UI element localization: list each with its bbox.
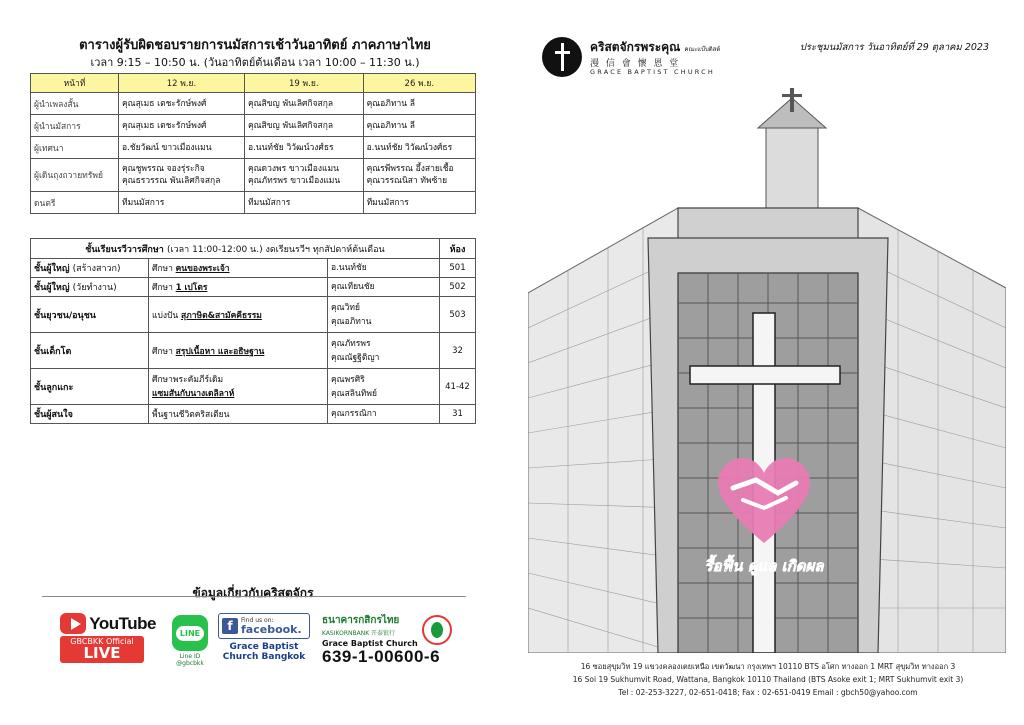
assignee-cell: คุณสุเมธ เตชะรักษ์พงศ์ <box>119 93 245 115</box>
classes-table <box>30 238 476 424</box>
duty-row <box>31 192 476 214</box>
class-room: 41-42 <box>440 369 476 405</box>
assignee-cell: คุณดวงพร ขาวเมืองแมน คุณภัทรพร ขาวเมืองแมน <box>244 159 363 192</box>
assignee-cell: ทีมนมัสการ <box>244 192 363 214</box>
assignee-cell: อ.นนท์ชัย วิวัฒน์วงศ์ธร <box>363 137 475 159</box>
assignee-cell: คุณอภิทาน ลี <box>363 93 475 115</box>
class-topic: แบ่งปัน สุภาษิต&สามัคคีธรรม <box>149 297 328 333</box>
church-info-title: ข้อมูลเกี่ยวกับคริสตจักร <box>192 586 314 600</box>
bank-name: ธนาคารกสิกรไทย <box>322 615 400 626</box>
bank-account-number: 639-1-00600-6 <box>322 647 441 666</box>
address-th: 16 ซอยสุขุมวิท 19 แขวงคลองเตยเหนือ เขตวัฒนา กรุงเทพฯ 10110 BTS อโศก ทางออก 1 MRT สุขุมวิท ทางออก 3 <box>580 662 956 671</box>
class-teacher: อ.นนท์ชัย <box>328 259 440 278</box>
class-row <box>31 405 476 424</box>
class-teacher: คุณเทียนชัย <box>328 278 440 297</box>
class-topic: ศึกษา สรุปเนื้อหา และอธิษฐาน <box>149 333 328 369</box>
facebook-page-name: Grace Baptist <box>229 642 299 652</box>
slogan-text: รื้อฟื้น ดูแล เกิดผล <box>704 557 824 575</box>
assignee-cell: คุณรพีพรรณ อึ้งสายเชื้อ คุณวรรณนิสา ทัพซ้าย <box>363 159 475 192</box>
contact-line: Tel : 02-253-3227, 02-651-0418; Fax : 02-651-0419 Email : gbch50@yahoo.com <box>618 688 918 697</box>
facebook-icon: f <box>222 618 238 634</box>
church-name-cn: 漫 信 會 懷 恩 堂 <box>590 59 681 69</box>
duty-header-cell: หน้าที่ <box>31 74 119 93</box>
assignee-cell: อ.นนท์ชัย วิวัฒน์วงศ์ธร <box>244 137 363 159</box>
class-name: ชั้นผู้สนใจ <box>31 405 149 424</box>
youtube-live-label: LIVE <box>83 644 121 662</box>
church-building-illustration <box>528 88 1006 653</box>
class-teacher: คุณพรศิริ คุณสลินทิพย์ <box>328 369 440 405</box>
class-room: 503 <box>440 297 476 333</box>
assignee-cell: คุณสุเมธ เตชะรักษ์พงศ์ <box>119 115 245 137</box>
church-name-en: GRACE BAPTIST CHURCH <box>590 68 716 76</box>
duty-row <box>31 159 476 192</box>
assignee-cell: คุณสิขญ พันเลิศกิจสกุล <box>244 93 363 115</box>
youtube-live-box <box>60 636 144 663</box>
meeting-date: ประชุมนมัสการ วันอาทิตย์ที่ 29 ตุลาคม 2023 <box>799 42 989 53</box>
role-cell: ผู้นำเพลงสั้น <box>31 93 119 115</box>
cross-icon <box>561 43 564 71</box>
duty-row <box>31 93 476 115</box>
class-row <box>31 369 476 405</box>
assignee-cell: ทีมนมัสการ <box>119 192 245 214</box>
role-cell: ดนตรี <box>31 192 119 214</box>
church-name-th: คริสตจักรพระคุณ คณะแบ๊บติสต์ <box>590 40 721 54</box>
facebook-badge[interactable] <box>218 613 310 662</box>
bank-name-en: KASIKORNBANK 开泰银行 <box>322 630 396 637</box>
youtube-wordmark: YouTube <box>89 613 156 633</box>
facebook-find-label: Find us on: <box>241 617 274 624</box>
class-row <box>31 259 476 278</box>
bank-info <box>322 613 462 666</box>
youtube-play-icon <box>60 613 86 634</box>
facebook-page-name: Church Bangkok <box>222 652 306 662</box>
class-name: ชั้นลูกแกะ <box>31 369 149 405</box>
class-name: ชั้นยุวชน/อนุชน <box>31 297 149 333</box>
class-room: 501 <box>440 259 476 278</box>
schedule-title: ตารางผู้รับผิดชอบรายการนมัสการเช้าวันอาทิตย์ ภาคภาษาไทย <box>79 38 431 53</box>
classes-header-row <box>31 239 476 259</box>
line-id: @gbcbkk <box>176 660 204 667</box>
duty-header-row <box>31 74 476 93</box>
schedule-subtitle: เวลา 9:15 – 10:50 น. (วันอาทิตย์ต้นเดือน เวลา 10:00 – 11:30 น.) <box>90 56 420 69</box>
class-teacher: คุณภัทรพร คุณณัฐฐิติญา <box>328 333 440 369</box>
date-header-cell: 26 พ.ย. <box>363 74 475 93</box>
class-topic: ศึกษา คนของพระเจ้า <box>149 259 328 278</box>
date-header-cell: 19 พ.ย. <box>244 74 363 93</box>
date-header-cell: 12 พ.ย. <box>119 74 245 93</box>
class-topic: ศึกษา 1 เปโตร <box>149 278 328 297</box>
address-footer <box>532 660 1004 699</box>
duty-row <box>31 137 476 159</box>
class-room: 502 <box>440 278 476 297</box>
role-cell: ผู้นำนมัสการ <box>31 115 119 137</box>
address-en: 16 Soi 19 Sukhumvit Road, Wattana, Bangkok 10110 Thailand (BTS Asoke exit 1; MRT Sukhumvit exit 3) <box>572 675 964 684</box>
assignee-cell: อ.ชัยวัฒน์ ขาวเมืองแมน <box>119 137 245 159</box>
facebook-wordmark: facebook. <box>241 623 302 636</box>
class-name: ชั้นผู้ใหญ่ (วัยทำงาน) <box>31 278 149 297</box>
cover-page <box>512 0 1024 725</box>
assignee-cell: คุณอภิทาน ลี <box>363 115 475 137</box>
classes-header: ชั้นเรียนรวีวารศึกษา (เวลา 11:00-12:00 น.) งดเรียนรวีฯ ทุกสัปดาห์ต้นเดือน <box>31 239 440 259</box>
role-cell: ผู้เทศนา <box>31 137 119 159</box>
line-icon: LINE <box>172 615 208 651</box>
assignee-cell: ทีมนมัสการ <box>363 192 475 214</box>
church-info-box <box>42 596 466 688</box>
kasikorn-logo-icon <box>422 615 452 645</box>
assignee-cell: คุณชูพรรณ จองรุ่ระกิจ คุณธรวรรณ พันเลิศกิจสกุล <box>119 159 245 192</box>
class-topic: พื้นฐานชีวิตคริสเตียน <box>149 405 328 424</box>
youtube-badge[interactable] <box>60 613 156 671</box>
bank-account-name: Grace Baptist Church <box>322 639 418 648</box>
role-cell: ผู้เดินถุงถวายทรัพย์ <box>31 159 119 192</box>
duty-table <box>30 73 476 214</box>
class-name: ชั้นผู้ใหญ่ (สร้างสาวก) <box>31 259 149 278</box>
class-row <box>31 278 476 297</box>
duty-row <box>31 115 476 137</box>
class-row <box>31 333 476 369</box>
assignee-cell: คุณสิขญ พันเลิศกิจสกุล <box>244 115 363 137</box>
room-header: ห้อง <box>440 239 476 259</box>
line-badge[interactable] <box>170 615 210 667</box>
line-id-label: Line ID <box>179 653 201 660</box>
youtube-channel: GBCBKK Official <box>70 637 134 646</box>
class-teacher: คุณกรรณิกา <box>328 405 440 424</box>
class-room: 31 <box>440 405 476 424</box>
class-row <box>31 297 476 333</box>
class-teacher: คุณวิทย์ คุณอภิทาน <box>328 297 440 333</box>
class-name: ชั้นเด็กโต <box>31 333 149 369</box>
class-topic: ศึกษาพระคัมภีร์เดิม แซมสันกับนางเดลิลาห์ <box>149 369 328 405</box>
class-room: 32 <box>440 333 476 369</box>
